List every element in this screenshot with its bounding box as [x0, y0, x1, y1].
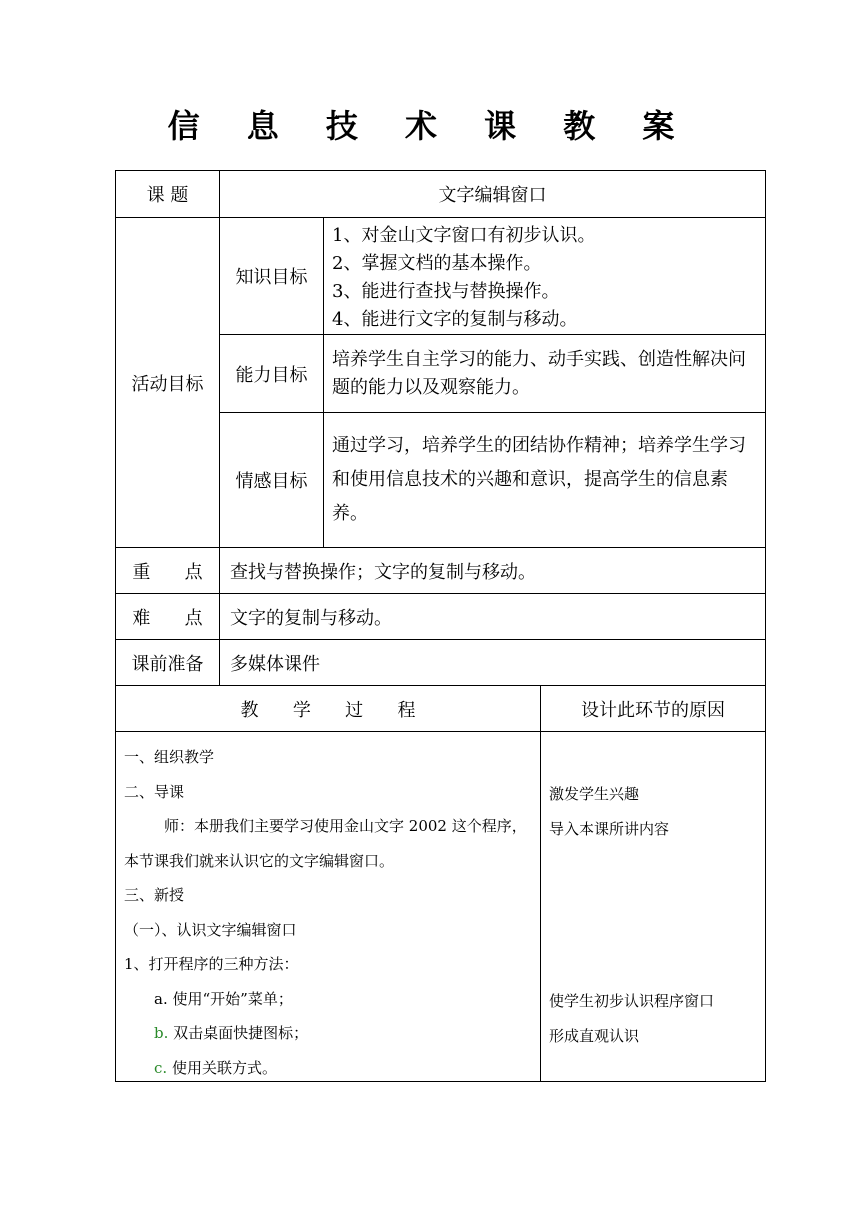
method-text: 双击桌面快捷图标；: [173, 1024, 309, 1042]
list-marker: c.: [154, 1058, 168, 1077]
key-point-label: 重 点: [115, 547, 220, 594]
emotion-goal-text: 通过学习，培养学生的团结协作精神；培养学生学习和使用信息技术的兴趣和意识，提高学生的信息素养。: [332, 435, 746, 524]
page-title: 信 息 技 术 课 教 案: [167, 107, 693, 145]
method-text: 使用关联方式。: [171, 1058, 277, 1077]
preparation-value: 多媒体课件: [219, 639, 766, 686]
topic-label: 课 题: [115, 170, 220, 218]
activity-goals-label: 活动目标: [115, 217, 220, 548]
preparation-label: 课前准备: [115, 639, 220, 686]
emotion-goal-content: [323, 412, 766, 548]
key-point-value: 查找与替换操作；文字的复制与移动。: [219, 547, 766, 594]
knowledge-goal-line: 1、对金山文字窗口有初步认识。: [332, 225, 596, 246]
method-item-a: [124, 982, 532, 1017]
difficulty-label: 难 点: [115, 593, 220, 640]
reason-line: 激发学生兴趣: [549, 785, 640, 803]
process-paragraph: 师：本册我们主要学习使用金山文字 2002 这个程序，本节课我们就来认识它的文字编辑窗口。: [124, 817, 527, 870]
method-text: 使用“开始”菜单；: [172, 989, 293, 1008]
process-line: （一）、认识文字编辑窗口: [124, 920, 297, 939]
process-line: 二、导课: [124, 782, 185, 801]
process-header: 教 学 过 程: [115, 685, 541, 732]
knowledge-goal-line: 2、掌握文档的基本操作。: [332, 253, 542, 274]
reason-header: 设计此环节的原因: [540, 685, 766, 732]
reason-line: 使学生初步认识程序窗口: [549, 992, 715, 1010]
topic-value: 文字编辑窗口: [219, 170, 766, 218]
reason-line: 导入本课所讲内容: [549, 820, 670, 838]
reason-line: 形成直观认识: [549, 1027, 640, 1045]
process-line: 一、组织教学: [124, 748, 215, 766]
process-line: 1、打开程序的三种方法：: [124, 955, 299, 973]
process-content: [115, 731, 541, 1082]
method-item-b: [124, 1016, 532, 1051]
lesson-plan-table: [115, 170, 766, 1082]
list-marker: b.: [154, 1024, 169, 1042]
emotion-goal-label: 情感目标: [219, 412, 324, 548]
ability-goal-content: [323, 334, 766, 413]
knowledge-goal-line: 3、能进行查找与替换操作。: [332, 281, 560, 302]
knowledge-goal-line: 4、能进行文字的复制与移动。: [332, 309, 578, 330]
method-item-c: [124, 1051, 532, 1086]
reason-content: [540, 731, 766, 1082]
ability-goal-label: 能力目标: [219, 334, 324, 413]
knowledge-goal-content: [323, 217, 766, 335]
difficulty-value: 文字的复制与移动。: [219, 593, 766, 640]
ability-goal-text: 培养学生自主学习的能力、动手实践、创造性解决问题的能力以及观察能力。: [332, 348, 746, 398]
knowledge-goal-label: 知识目标: [219, 217, 324, 335]
list-marker: a.: [154, 989, 168, 1008]
process-line: 三、新授: [124, 886, 185, 904]
